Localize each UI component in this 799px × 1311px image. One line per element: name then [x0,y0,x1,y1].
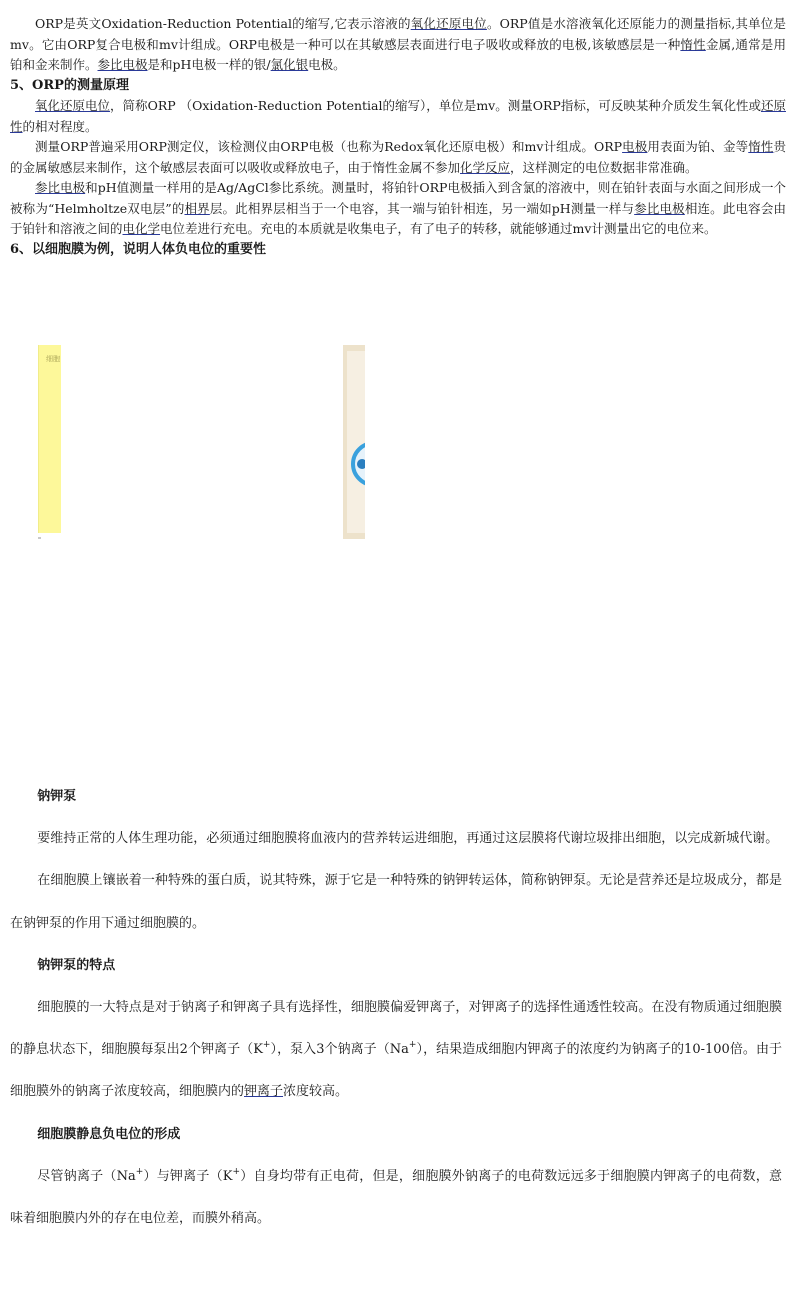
embedded-media-diagram[interactable] [343,345,365,539]
text-run: 电位差进行充电。充电的本质就是收集电子，有了电子的转移，就能够通过mv计测量出它的电位来。 [160,221,717,236]
superscript: + [262,1040,271,1051]
text-run: ，这样测定的电位数据非常准确。 [510,159,698,175]
section-5-heading: 5、ORP的测量原理 [10,77,129,93]
link-reducibility[interactable]: 还原性 [10,98,786,134]
text-run: 用表面为铂、金等 [647,139,749,154]
orp-article-top [10,14,786,260]
media-edge-marker [38,537,41,539]
text-run: ），结果造成细胞内钾离子的浓度约为钠离子的10-100倍。由于细胞膜外的钠离子浓度较高，细胞膜内的 [10,1042,783,1100]
text-run: 金属,通常是用铂和金来制作。 [10,36,786,72]
superscript: + [135,1166,144,1177]
pump-paragraph-2: 在细胞膜上镶嵌着一种特殊的蛋白质，说其特殊，源于它是一种特殊的钠钾转运体，简称钠钾泵。无论是营养还是垃圾成分，都是在钠钾泵的作用下通过细胞膜的。 [10,873,782,931]
cell-nucleus-icon [357,459,365,469]
text-run: 细胞膜的一大特点是对于钠离子和钾离子具有选择性，细胞膜偏爱钾离子，对钾离子的选择性通透性较高。在没有物质通过细胞膜的静息状态下，细胞膜每泵出2个钾离子（K [10,1000,782,1058]
link-electrode[interactable]: 电极 [622,139,648,154]
section-5-paragraph-3 [10,178,786,240]
link-redox-potential-2[interactable]: 氧化还原电位 [35,98,111,113]
text-run: 电极。 [308,57,346,72]
link-phase-boundary[interactable]: 相界 [184,200,210,216]
text-run: 的相对程度。 [22,118,98,134]
link-silver-chloride[interactable]: 氯化银 [270,57,309,72]
superscript: + [232,1166,241,1177]
text-run: 和pH值测量一样用的是Ag/AgCl参比系统。测量时，将铂针ORP电极插入到含氯的溶液中，则在铂针表面与水面之间形成一个被称为“Helmholtze双电层”的 [10,180,786,216]
resting-potential-heading: 细胞膜静息负电位的形成 [37,1126,181,1142]
text-run: 贵的金属敏感层来制作，这个敏感层表面可以吸收或释放电子，由于惰性金属不参加 [10,139,786,175]
text-run: ），泵入3个钠离子（Na [270,1042,409,1058]
link-electrochemistry[interactable]: 电化学 [122,221,161,236]
media-panel [347,351,365,533]
text-run: 测量ORP普遍采用ORP测定仪，该检测仪由ORP电极（也称为Redox氧化还原电极）和mv计组成。ORP [35,139,623,154]
link-redox-potential[interactable]: 氧化还原电位 [410,16,487,31]
link-potassium-ion[interactable]: 钾离子 [244,1084,284,1100]
link-reference-electrode-2[interactable]: 参比电极 [35,180,86,195]
pump-paragraph-1: 要维持正常的人体生理功能，必须通过细胞膜将血液内的营养转运进细胞，再通过这层膜将代谢垃圾排出细胞，以完成新城代谢。 [37,831,779,847]
text-run: 层。此相界层相当于一个电容，其一端与铂针相连，另一端如pH测量一样与 [209,200,635,216]
text-run: ）与钾离子（K [143,1168,233,1184]
text-run: 尽管钠离子（Na [37,1168,136,1184]
link-chemical-reaction[interactable]: 化学反应 [460,159,511,175]
link-inert-2[interactable]: 惰性 [748,139,774,154]
superscript: + [408,1040,417,1051]
section-5-paragraph-2 [10,137,786,178]
pump-features-heading: 钠钾泵的特点 [37,957,116,973]
media-caption: 细胞 [46,355,60,363]
pump-heading: 钠钾泵 [37,789,77,804]
section-6-heading: 6、以细胞膜为例，说明人体负电位的重要性 [10,241,267,257]
pump-paragraph-4 [10,1156,782,1240]
text-run: ，简称ORP （Oxidation-Reduction Potential的缩写），单位是mv。测量ORP指标，可反映某种介质发生氧化性或 [110,98,761,113]
text-run: ORP是英文Oxidation-Reduction Potential的缩写,它表示溶液的 [35,16,411,31]
link-reference-electrode[interactable]: 参比电极 [97,57,148,72]
embedded-media-yellow[interactable] [38,345,61,533]
sodium-potassium-pump-article [10,776,782,1240]
text-run: 浓度较高。 [283,1084,349,1100]
text-run: ）自身均带有正电荷，但是，细胞膜外钠离子的电荷数远远多于细胞膜内钾离子的电荷数，意味着细胞膜内外的存在电位差，而膜外稍高。 [10,1168,782,1227]
text-run: 。ORP值是水溶液氧化还原能力的测量指标,其单位是mv。它由ORP复合电极和mv计组成。ORP电极是一种可以在其敏感层表面进行电子吸收或释放的电极,该敏感层是一种 [10,16,786,52]
link-inert[interactable]: 惰性 [680,36,706,52]
pump-paragraph-3 [10,987,782,1114]
text-run: 是和pH电极一样的银/ [147,57,271,72]
text-run: 相连。此电容会由于铂针和溶液之间的 [10,200,786,236]
section-5-paragraph-1 [10,96,786,137]
link-reference-electrode-3[interactable]: 参比电极 [634,200,685,216]
orp-intro-paragraph [10,14,786,76]
